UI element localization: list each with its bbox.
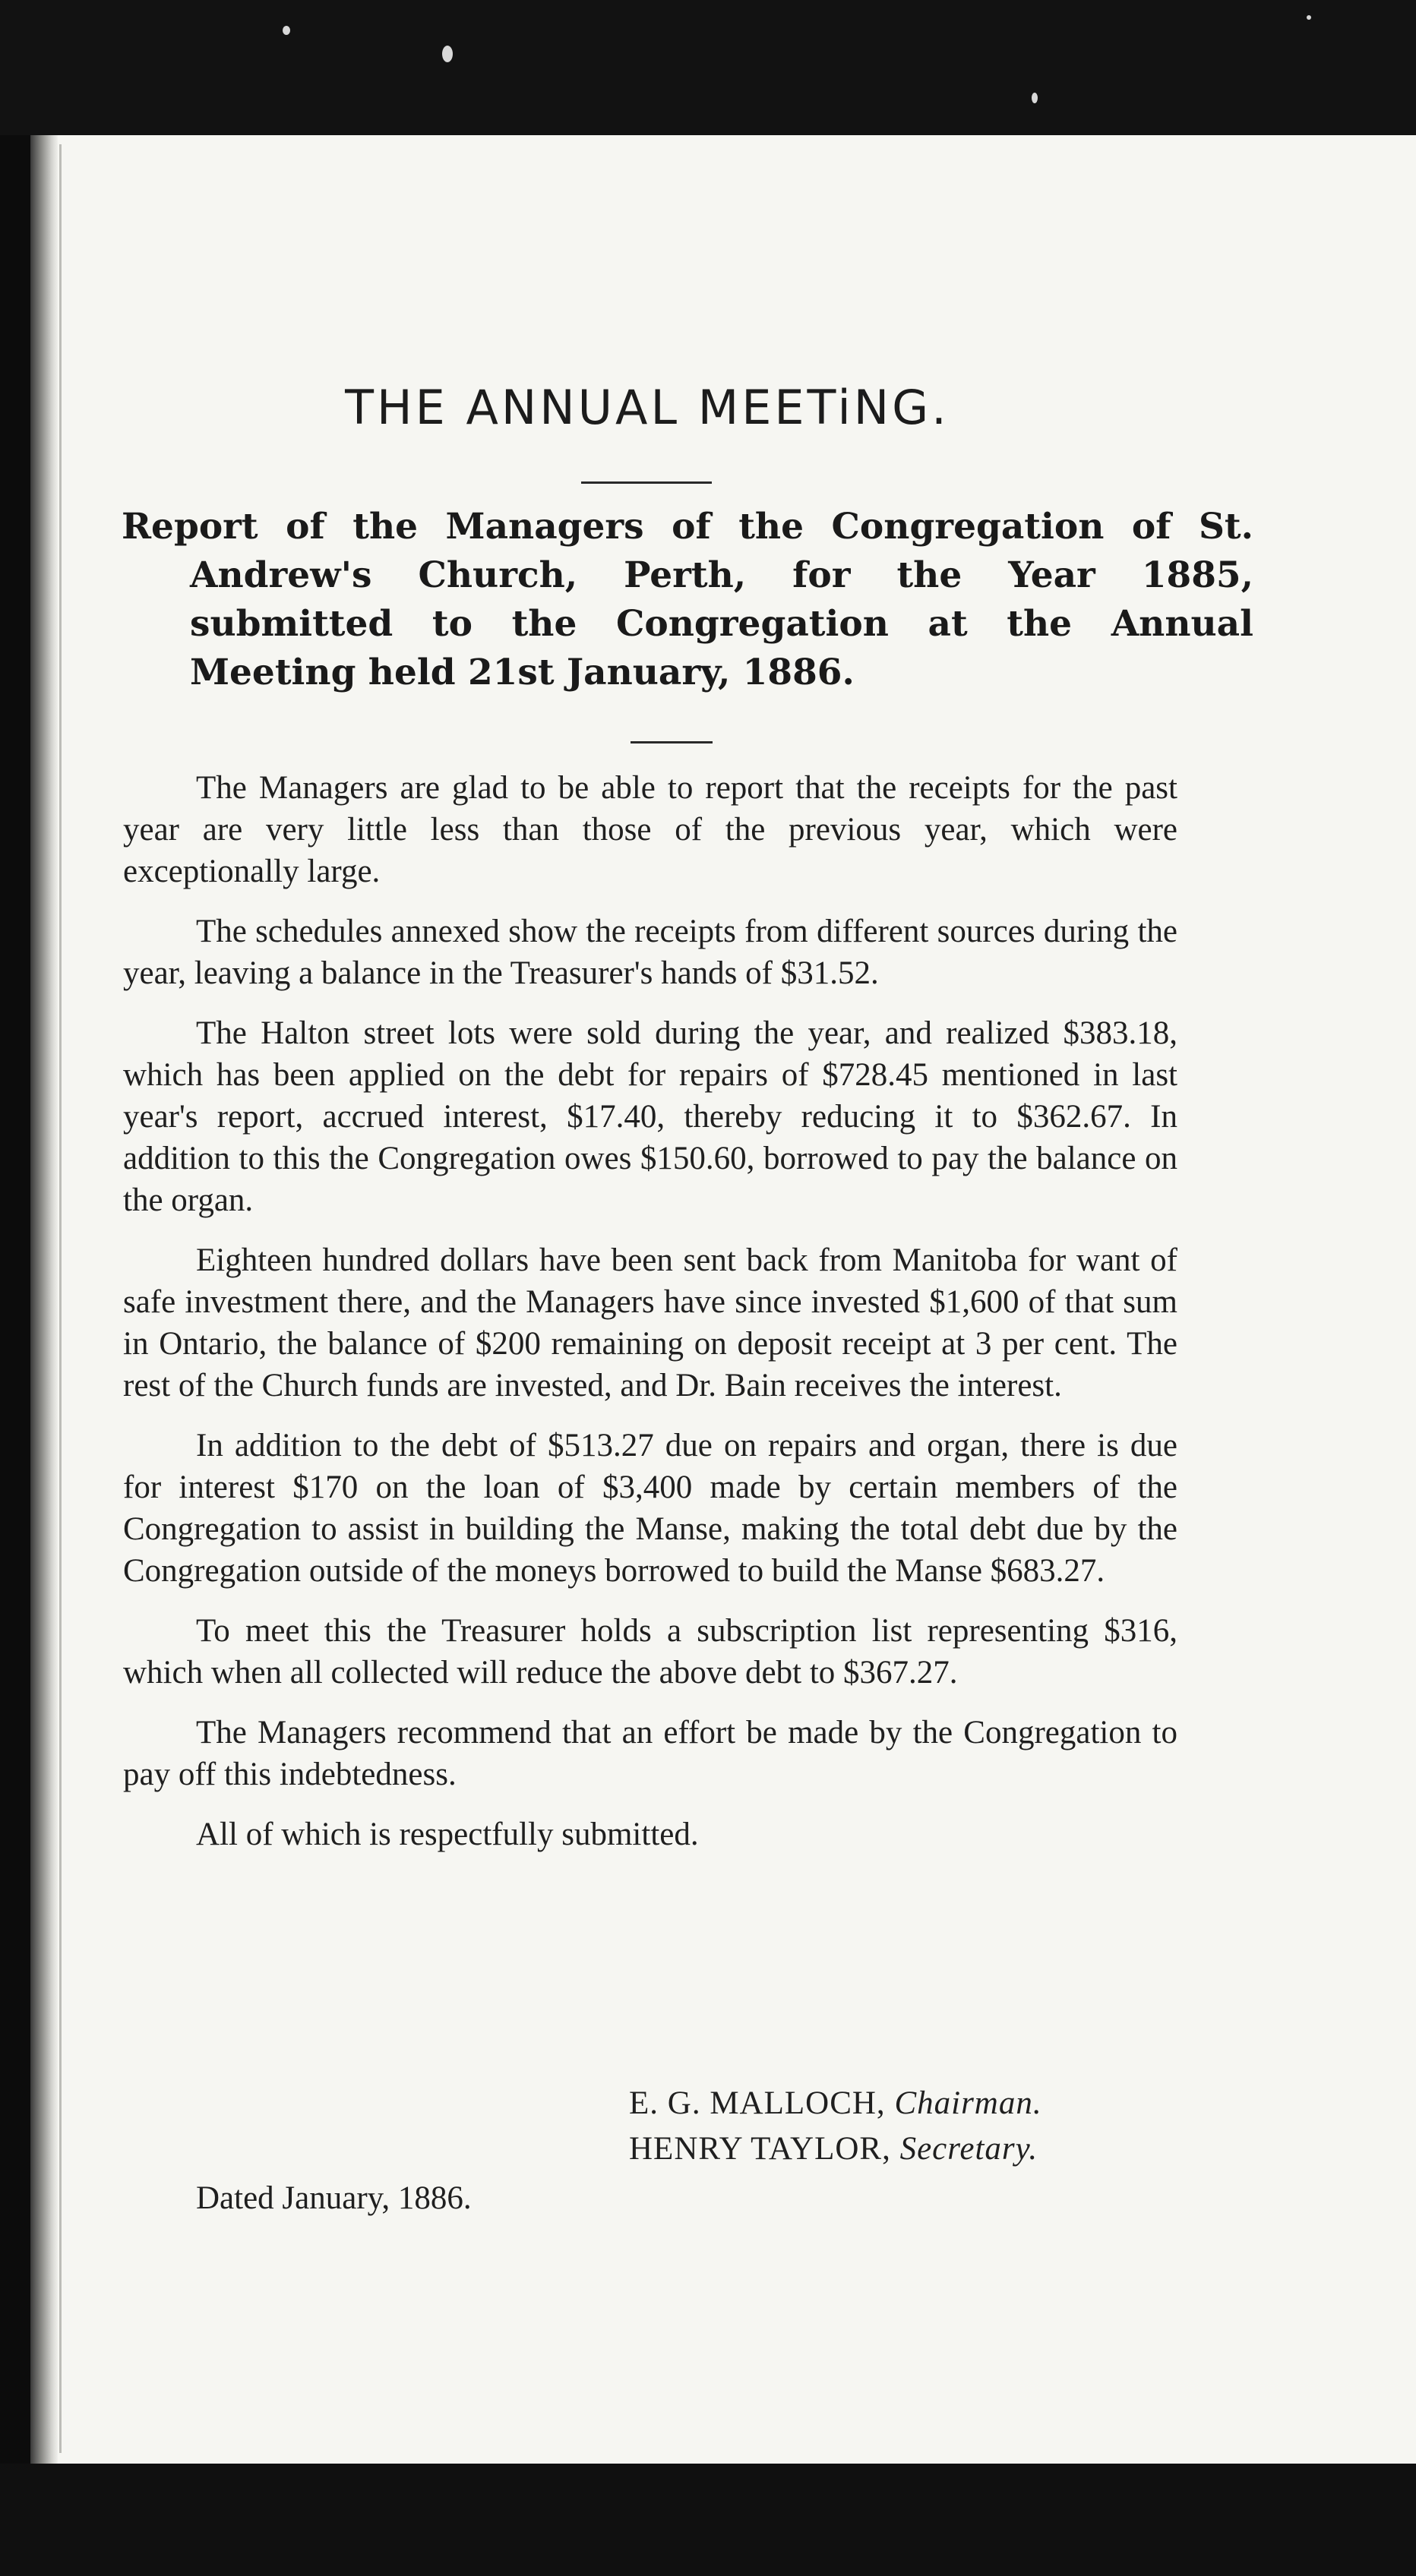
page-binding-edge <box>30 135 58 2464</box>
signature-chairman <box>629 2081 1176 2126</box>
paragraph-halton-lots: The Halton street lots were sold during the year, and realized $383.18, which has been applied on the debt for repairs of $728.45 mentioned in last year's report, accrued interest, $17.40, thereby reducing it to $362.67. In addition to this the Congregation owes $150.60, borrowed to pay the balance on the organ. <box>123 1015 1177 1218</box>
paragraph-recommendation: The Managers recommend that an effort be made by the Congregation to pay off this indebtedness. <box>123 1715 1177 1792</box>
title-divider <box>631 741 713 743</box>
dust-speck <box>1032 93 1038 103</box>
heading-divider <box>581 481 712 484</box>
dust-speck <box>442 46 453 62</box>
closing-statement: All of which is respectfully submitted. <box>196 1817 699 1852</box>
signatory-name: E. G. MALLOCH, <box>629 2085 886 2121</box>
signatory-title: Secretary. <box>899 2131 1038 2167</box>
paragraph-manitoba-funds: Eighteen hundred dollars have been sent back from Manitoba for want of safe investment there, and the Managers have since invested $1,600 of that sum in Ontario, the balance of $200 remaining on deposit receipt at 3 per cent. The rest of the Church funds are invested, and Dr. Bain receives the interest. <box>123 1242 1177 1403</box>
report-title: Report of the Managers of the Congregation of St. Andrew's Church, Perth, for the Year 1885, submitted to the Congregation at the Annual Meeting held 21st January, 1886. <box>122 506 1253 693</box>
date-line: Dated January, 1886. <box>196 2180 472 2216</box>
scan-top-border <box>0 0 1416 135</box>
signature-secretary <box>629 2126 1176 2172</box>
signature-block <box>629 2081 1176 2172</box>
scan-bottom-border <box>0 2464 1416 2576</box>
paragraph-debt: In addition to the debt of $513.27 due on repairs and organ, there is due for interest $170 on the loan of $3,400 made by certain members of the Congregation to assist in building the Manse, making the total debt due by the Congregation outside of the moneys borrowed to build the Manse $683.27. <box>123 1428 1177 1589</box>
dust-speck <box>1307 15 1311 20</box>
report-body <box>123 767 1177 1870</box>
page-heading: THE ANNUAL MEETiNG. <box>345 380 950 435</box>
signatory-title: Chairman. <box>894 2085 1042 2121</box>
page-edge-line <box>59 144 62 2453</box>
paragraph-schedules: The schedules annexed show the receipts from different sources during the year, leaving a balance in the Treasurer's hands of $31.52. <box>123 914 1177 991</box>
dust-speck <box>283 26 290 35</box>
signatory-name: HENRY TAYLOR, <box>629 2131 891 2167</box>
paragraph-subscription: To meet this the Treasurer holds a subscription list representing $316, which when all collected will reduce the above debt to $367.27. <box>123 1613 1177 1690</box>
paragraph-receipts: The Managers are glad to be able to report that the receipts for the past year are very little less than those of the previous year, which were exceptionally large. <box>123 770 1177 889</box>
